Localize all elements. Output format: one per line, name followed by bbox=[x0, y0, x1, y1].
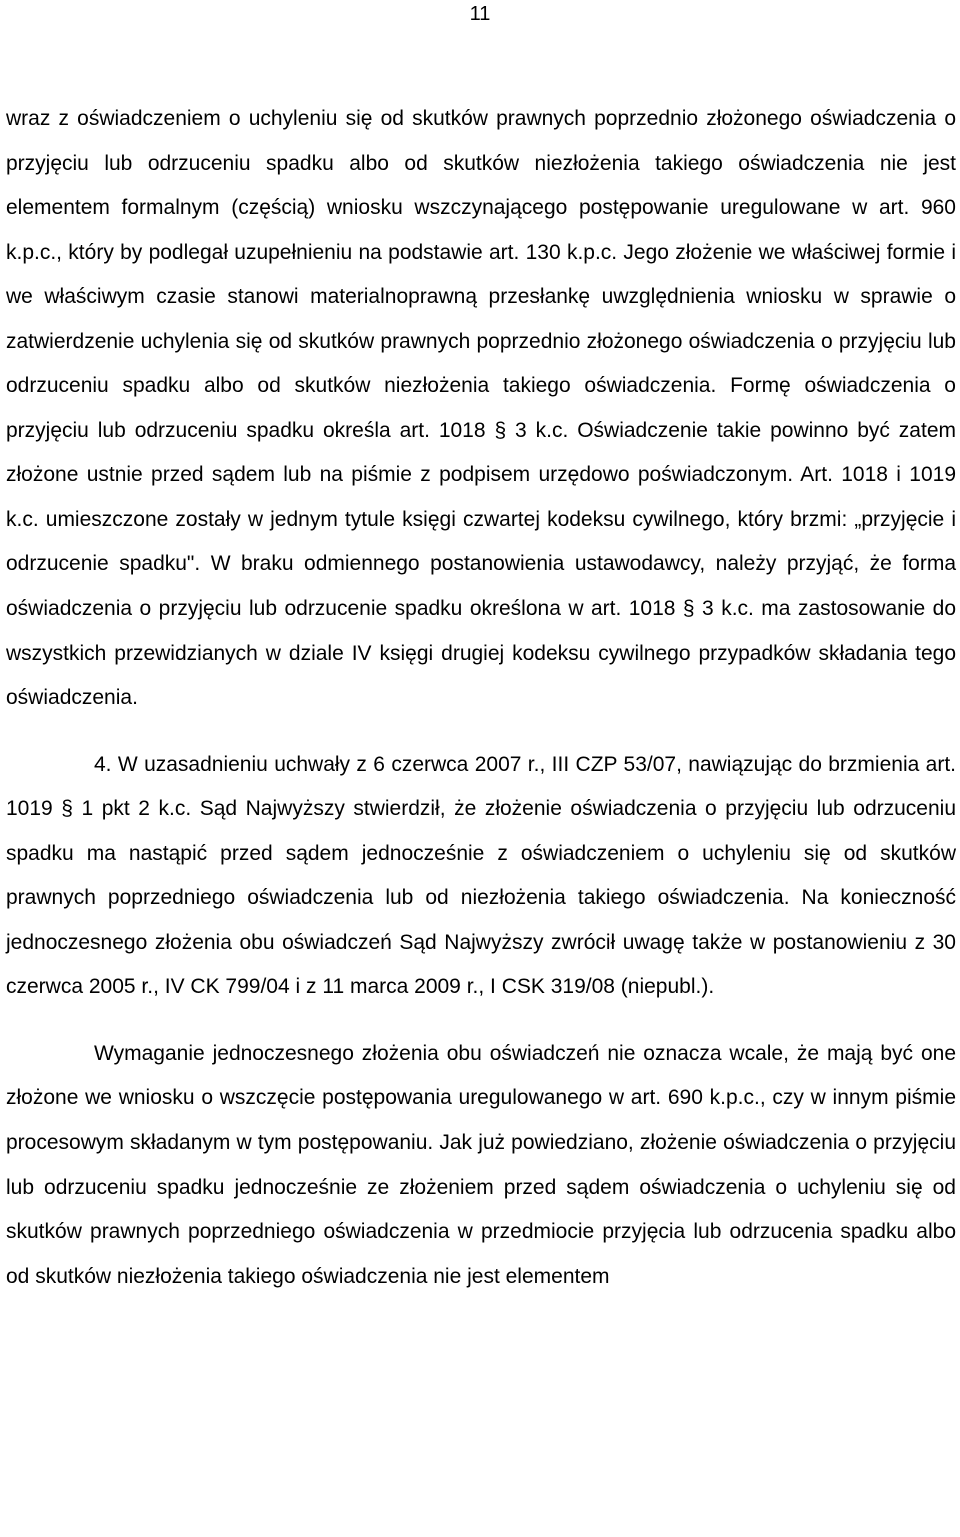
paragraph-section-4: 4. W uzasadnieniu uchwały z 6 czerwca 2007 r., III CZP 53/07, nawiązując do brzmienia art. 1019 § 1 pkt 2 k.c. Sąd Najwyższy stwierdził, że złożenie oświadczenia o przyjęciu lub odrzuceniu spadku ma nastąpić przed sądem jednocześnie z oświadczeniem o uchyleniu się od skutków prawnych poprzedniego oświadczenia lub od niezłożenia takiego oświadczenia. Na konieczność jednoczesnego złożenia obu oświadczeń Sąd Najwyższy zwrócił uwagę także w postanowieniu z 30 czerwca 2005 r., IV CK 799/04 i z 11 marca 2009 r., I CSK 319/08 (niepubl.). bbox=[6, 752, 956, 999]
page-number: 11 bbox=[469, 3, 491, 25]
paragraph-continuation: wraz z oświadczeniem o uchyleniu się od skutków prawnych poprzednio złożonego oświadczenia o przyjęciu lub odrzuceniu spadku albo od skutków niezłożenia takiego oświadczenia nie jest elementem formalnym (częścią) wniosku wszczynającego postępowanie uregulowane w art. 960 k.p.c., który by podlegał uzupełnieniu na podstawie art. 130 k.p.c. Jego złożenie we właściwej formie i we właściwym czasie stanowi materialnoprawną przesłankę uwzględnienia wniosku w sprawie o zatwierdzenie uchylenia się od skutków prawnych poprzednio złożonego oświadczenia o przyjęciu lub odrzuceniu spadku albo od skutków niezłożenia takiego oświadczenia. Formę oświadczenia o przyjęciu lub odrzuceniu spadku określa art. 1018 § 3 k.c. Oświadczenie takie powinno być zatem złożone ustnie przed sądem lub na piśmie z podpisem urzędowo poświadczonym. Art. 1018 i 1019 k.c. umieszczone zostały w jednym tytule księgi czwartej kodeksu cywilnego, który brzmi: „przyjęcie i odrzucenie spadku". W braku odmiennego postanowienia ustawodawcy, należy przyjąć, że forma oświadczenia o przyjęciu lub odrzucenie spadku określona w art. 1018 § 3 k.c. ma zastosowanie do wszystkich przewidzianych w dziale IV księgi drugiej kodeksu cywilnego przypadków składania tego oświadczenia. bbox=[6, 107, 956, 710]
paragraph-requirement: Wymaganie jednoczesnego złożenia obu oświadczeń nie oznacza wcale, że mają być one złożone we wniosku o wszczęcie postępowania uregulowanego w art. 690 k.p.c., czy w innym piśmie procesowym składanym w tym postępowaniu. Jak już powiedziano, złożenie oświadczenia o przyjęciu lub odrzuceniu spadku jednocześnie ze złożeniem przed sądem oświadczenia o uchyleniu się od skutków prawnych poprzedniego oświadczenia w przedmiocie przyjęcia lub odrzucenia spadku albo od skutków niezłożenia takiego oświadczenia nie jest elementem bbox=[6, 1041, 956, 1288]
document-body bbox=[6, 97, 956, 1299]
